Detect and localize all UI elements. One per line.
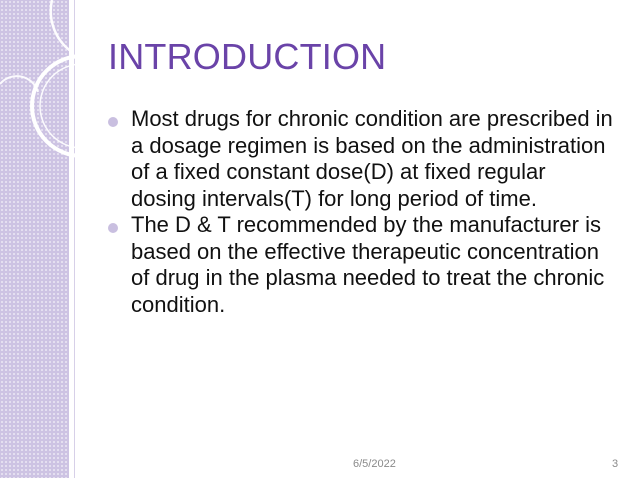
bullet-text: Most drugs for chronic condition are prescribed in a dosage regimen is based on the administration of a fixed constant dose(D) at fixed regular dosing intervals(T) for long period of time. bbox=[131, 106, 613, 211]
slide-number: 3 bbox=[612, 458, 619, 470]
bullet-text: The D & T recommended by the manufacturer is based on the effective therapeutic concentration of drug in the plasma needed to treat the chronic condition. bbox=[131, 212, 605, 317]
bullet-dot-icon bbox=[108, 117, 118, 127]
bullet-item bbox=[106, 106, 616, 212]
footer-date: 6/5/2022 bbox=[353, 458, 396, 470]
slide-title: INTRODUCTION bbox=[108, 36, 387, 77]
bullet-dot-icon bbox=[108, 223, 118, 233]
bullet-list bbox=[106, 106, 616, 318]
bullet-item bbox=[106, 212, 616, 318]
